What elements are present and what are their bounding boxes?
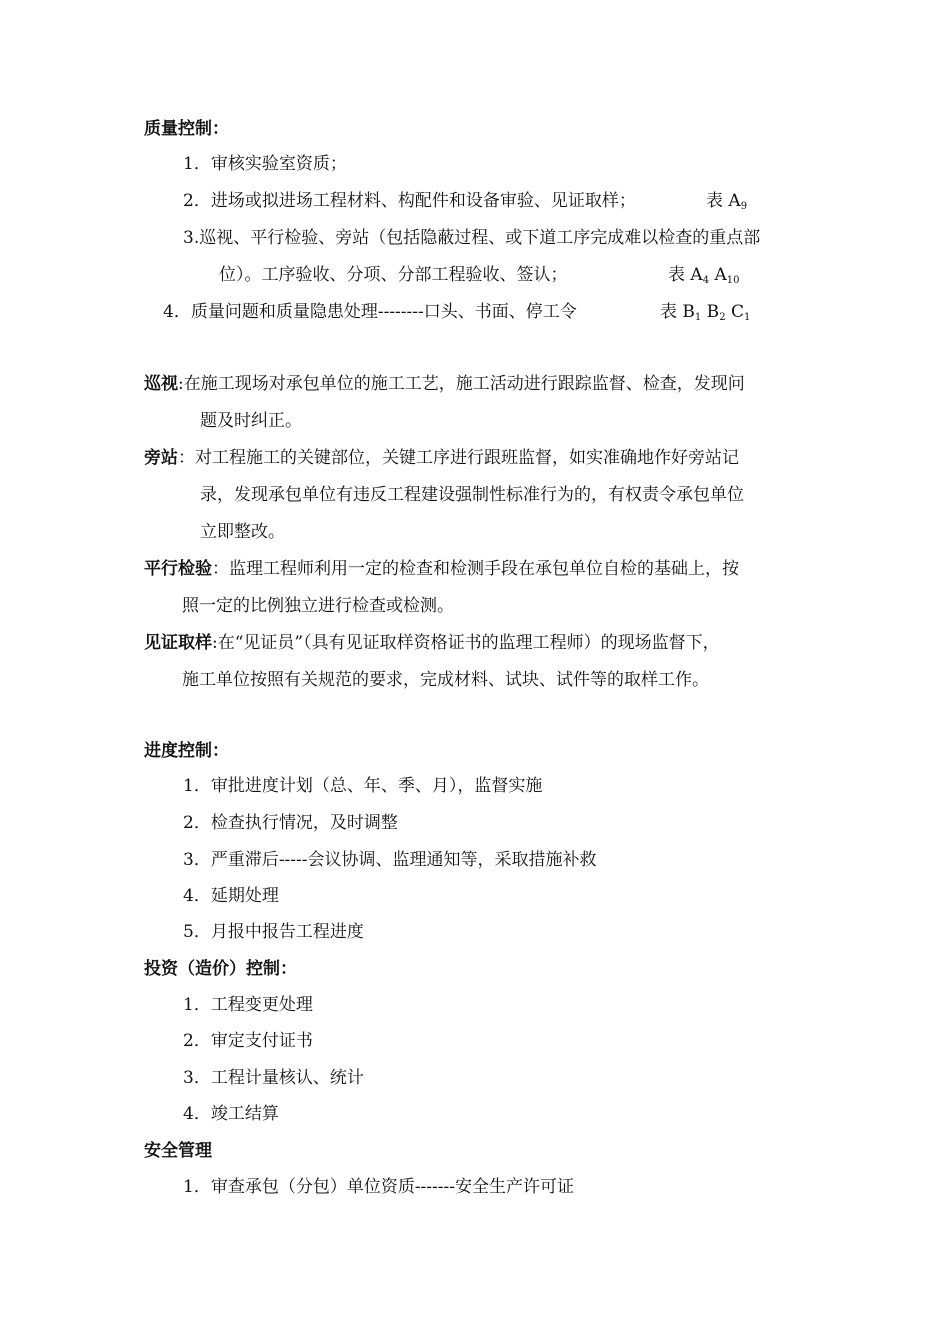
definition-parallel-inspection: 平行检验：监理工程师利用一定的检查和检测手段在承包单位自检的基础上，按 (144, 559, 739, 579)
definition-continuation: 录，发现承包单位有违反工程建设强制性标准行为的，有权责令承包单位 (200, 485, 744, 505)
definition-side-station: 旁站：对工程施工的关键部位，关键工序进行跟班监督，如实准确地作好旁站记 (144, 448, 739, 468)
list-item: 3.巡视、平行检验、旁站（包括隐蔽过程、或下道工序完成难以检查的重点部 (183, 228, 761, 248)
definition-continuation: 施工单位按照有关规范的要求，完成材料、试块、试件等的取样工作。 (182, 670, 709, 690)
form-reference: 表 $A_9$ (706, 191, 748, 212)
list-item: 1．审核实验室资质； (183, 154, 347, 174)
definition-patrol: 巡视:在施工现场对承包单位的施工工艺，施工活动进行跟踪监督、检查，发现问 (144, 374, 745, 394)
list-item: 1．审查承包（分包）单位资质-------安全生产许可证 (183, 1177, 575, 1197)
list-item: 5．月报中报告工程进度 (183, 922, 364, 942)
section-heading-schedule: 进度控制： (144, 741, 229, 761)
definition-continuation: 照一定的比例独立进行检查或检测。 (182, 596, 454, 616)
list-item: 3．严重滞后-----会议协调、监理通知等，采取措施补救 (183, 850, 597, 870)
section-heading-quality: 质量控制： (144, 119, 229, 139)
form-reference: 表 $B_1$ $B_2$ $C_1$ (660, 302, 751, 323)
list-item-continuation: 位）。工序验收、分项、分部工程验收、签认； (219, 265, 568, 285)
section-heading-safety: 安全管理 (144, 1141, 212, 1161)
list-item: 2．审定支付证书 (183, 1031, 313, 1051)
list-item: 3．工程计量核认、统计 (183, 1068, 364, 1088)
list-item: 2．检查执行情况，及时调整 (183, 813, 398, 833)
section-heading-investment: 投资（造价）控制： (144, 959, 297, 979)
list-item: 4．延期处理 (183, 886, 279, 906)
list-item: 4．质量问题和质量隐患处理--------口头、书面、停工令 (163, 302, 577, 322)
form-reference: 表 $A_4$ $A_{10}$ (668, 265, 740, 286)
list-item: 2．进场或拟进场工程材料、构配件和设备审验、见证取样； (183, 191, 636, 211)
list-item: 1．工程变更处理 (183, 995, 313, 1015)
definition-continuation: 立即整改。 (200, 522, 285, 542)
list-item: 1．审批进度计划（总、年、季、月），监督实施 (183, 776, 543, 796)
definition-witness-sampling: 见证取样:在“见证员”（具有见证取样资格证书的监理工程师）的现场监督下， (144, 633, 720, 653)
definition-continuation: 题及时纠正。 (200, 411, 302, 431)
list-item: 4．竣工结算 (183, 1104, 279, 1124)
